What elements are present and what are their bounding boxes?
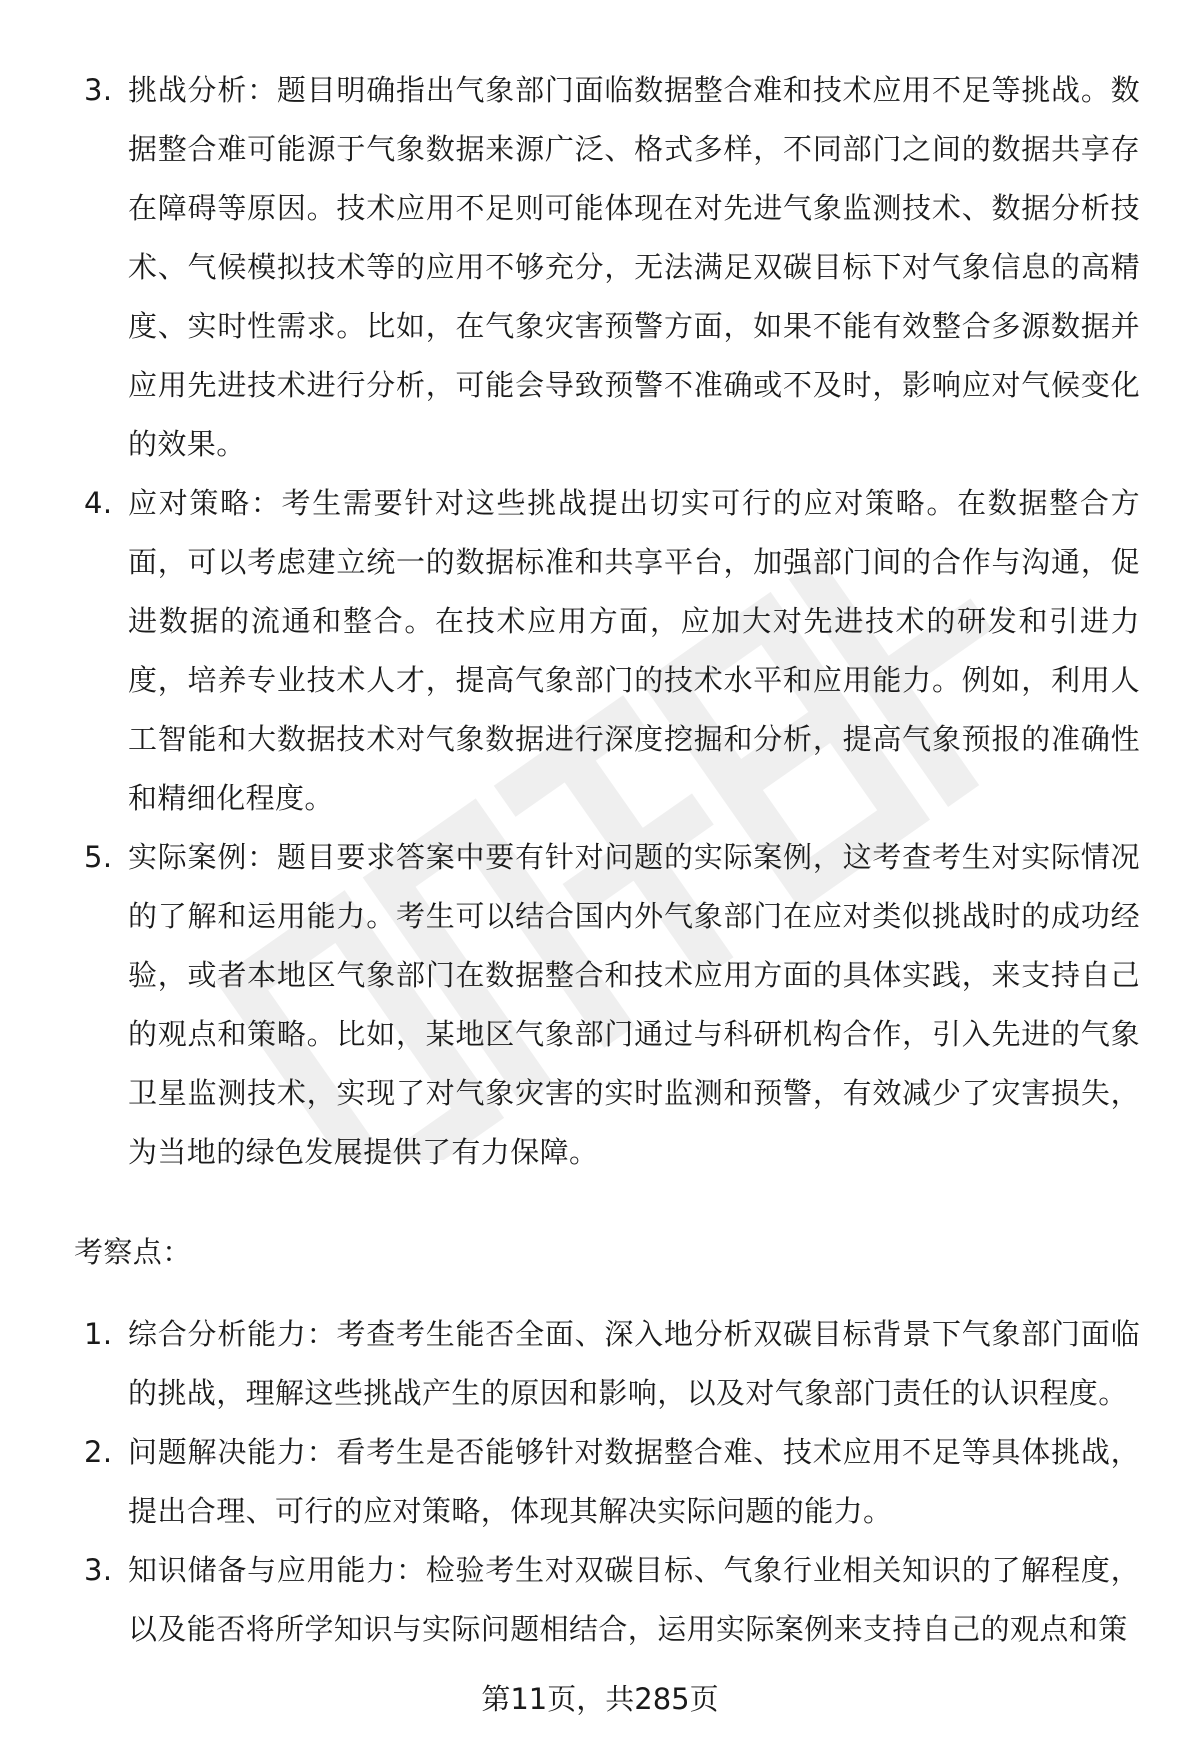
- item-text: 应对策略：考生需要针对这些挑战提出切实可行的应对策略。在数据整合方面，可以考虑建立统一的数据标准和共享平台，加强部门间的合作与沟通，促进数据的流通和整合。在技术应用方面，应加大对先进技术的研发和引进力度，培养专业技术人才，提高气象部门的技术水平和应用能力。例如，利用人工智能和大数据技术对气象数据进行深度挖掘和分析，提高气象预报的准确性和精细化程度。: [128, 486, 1140, 815]
- item-number: 1.: [84, 1317, 113, 1351]
- section-title: 考察点：: [74, 1235, 192, 1269]
- item-text: 综合分析能力：考查考生能否全面、深入地分析双碳目标背景下气象部门面临的挑战，理解这些挑战产生的原因和影响，以及对气象部门责任的认识程度。: [128, 1317, 1140, 1410]
- list-item: [0, 1541, 1200, 1659]
- item-number: 5.: [84, 840, 113, 874]
- item-number: 2.: [84, 1435, 113, 1469]
- item-text: 知识储备与应用能力：检验考生对双碳目标、气象行业相关知识的了解程度，以及能否将所学知识与实际问题相结合，运用实际案例来支持自己的观点和策: [128, 1553, 1140, 1646]
- item-text: 挑战分析：题目明确指出气象部门面临数据整合难和技术应用不足等挑战。数据整合难可能源于气象数据来源广泛、格式多样，不同部门之间的数据共享存在障碍等原因。技术应用不足则可能体现在对先进气象监测技术、数据分析技术、气候模拟技术等的应用不够充分，无法满足双碳目标下对气象信息的高精度、实时性需求。比如，在气象灾害预警方面，如果不能有效整合多源数据并应用先进技术进行分析，可能会导致预警不准确或不及时，影响应对气候变化的效果。: [128, 73, 1140, 461]
- page-footer: 第11页，共285页: [481, 1682, 719, 1716]
- list-item: [0, 1423, 1200, 1541]
- assessment-points-list: [0, 1305, 1200, 1659]
- item-text: 问题解决能力：看考生是否能够针对数据整合难、技术应用不足等具体挑战，提出合理、可行的应对策略，体现其解决实际问题的能力。: [128, 1435, 1140, 1528]
- list-item: [0, 61, 1200, 474]
- list-item: [0, 828, 1200, 1182]
- item-number: 4.: [84, 486, 113, 520]
- item-text: 实际案例：题目要求答案中要有针对问题的实际案例，这考查考生对实际情况的了解和运用能力。考生可以结合国内外气象部门在应对类似挑战时的成功经验，或者本地区气象部门在数据整合和技术应用方面的具体实践，来支持自己的观点和策略。比如，某地区气象部门通过与科研机构合作，引入先进的气象卫星监测技术，实现了对气象灾害的实时监测和预警，有效减少了灾害损失，为当地的绿色发展提供了有力保障。: [128, 840, 1140, 1169]
- list-item: [0, 474, 1200, 828]
- list-item: [0, 1305, 1200, 1423]
- item-number: 3.: [84, 73, 113, 107]
- item-number: 3.: [84, 1553, 113, 1587]
- analysis-list: [0, 61, 1200, 1182]
